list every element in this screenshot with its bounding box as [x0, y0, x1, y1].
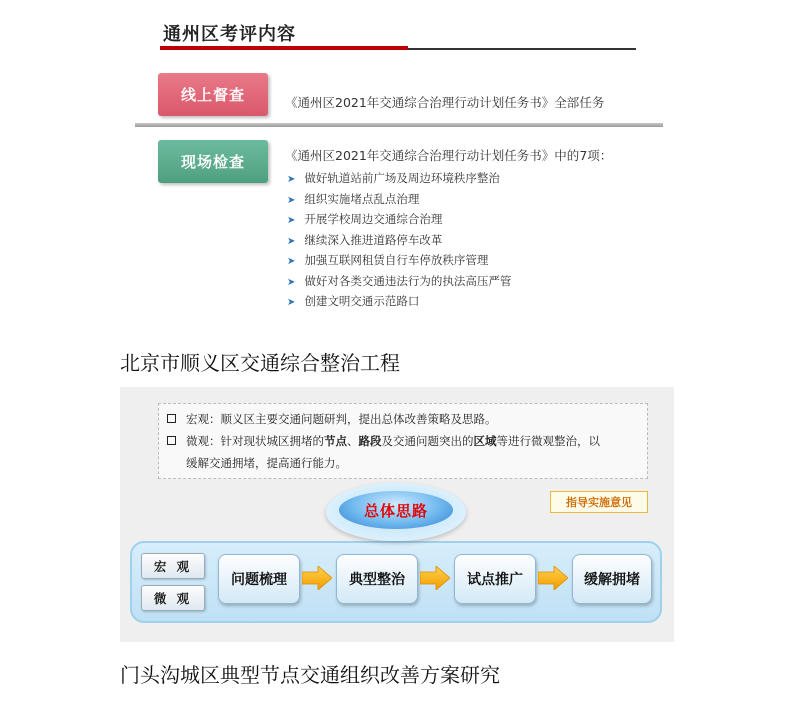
list-item: [287, 209, 511, 230]
arrow-bullet-icon: ➤: [287, 235, 296, 247]
list-item: [287, 271, 511, 292]
micro-sep: 、: [347, 434, 359, 448]
list-item-text: 创建文明交通示范路口: [304, 294, 420, 308]
step-relieve-congestion: 缓解拥堵: [572, 554, 652, 604]
list-item-text: 开展学校周边交通综合治理: [304, 212, 443, 226]
micro-text-d: 等进行微观整治，以: [496, 434, 600, 448]
arrow-bullet-icon: ➤: [287, 194, 296, 206]
slide-shunyi: [120, 387, 674, 642]
title-underline: [408, 48, 636, 50]
section-divider: [135, 123, 663, 127]
list-item: [287, 250, 511, 271]
micro-text-c: 及交通问题突出的: [381, 434, 474, 448]
list-item: [287, 291, 511, 312]
step-problem-review: 问题梳理: [218, 554, 300, 604]
list-item: [287, 168, 511, 189]
micro-text-line2: 缓解交通拥堵，提高通行能力。: [186, 456, 347, 470]
caption-mentougou: 门头沟城区典型节点交通组织改善方案研究: [120, 663, 500, 687]
list-item-text: 继续深入推进道路停车改革: [304, 232, 443, 247]
list-item-text: 做好对各类交通违法行为的执法高压严管: [304, 273, 512, 288]
micro-bold-node: 节点: [324, 434, 347, 448]
arrow-bullet-icon: ➤: [287, 215, 296, 226]
title-underline-accent: [160, 46, 408, 50]
slide-title: 通州区考评内容: [163, 24, 296, 45]
micro-bold-area: 区域: [473, 434, 497, 448]
level-macro: 宏 观: [141, 553, 205, 579]
micro-bold-segment: 路段: [358, 434, 382, 448]
macro-item: [167, 408, 497, 430]
step-typical-treatment: 典型整治: [336, 554, 418, 604]
arrow-bullet-icon: ➤: [287, 256, 296, 267]
step-pilot-promotion: 试点推广: [454, 554, 536, 604]
level-micro: 微 观: [141, 585, 205, 611]
caption-shunyi: 北京市顺义区交通综合整治工程: [120, 351, 400, 375]
square-bullet-icon: [167, 414, 176, 423]
arrow-bullet-icon: ➤: [287, 174, 296, 185]
onsite-intro: 《通州区2021年交通综合治理行动计划任务书》中的7项：: [285, 148, 613, 163]
list-item: [287, 189, 511, 210]
arrow-bullet-icon: ➤: [287, 297, 296, 308]
list-item-text: 做好轨道站前广场及周边环境秩序整治: [304, 171, 500, 185]
flow-panel: [130, 541, 662, 623]
micro-text-a: 微观：针对现状城区拥堵的: [186, 434, 324, 448]
onsite-task-list: [287, 168, 511, 312]
macro-text: 宏观：顺义区主要交通问题研判，提出总体改善策略及思路。: [186, 412, 497, 426]
slide-tongzhou: [135, 10, 663, 325]
online-inspection-tag: 线上督查: [158, 73, 268, 116]
arrow-bullet-icon: ➤: [287, 276, 296, 288]
overall-approach-ellipse: 总体思路: [339, 491, 453, 529]
square-bullet-icon: [167, 436, 176, 445]
list-item-text: 加强互联网租赁自行车停放秩序管理: [304, 253, 489, 267]
micro-item: [167, 430, 600, 474]
list-item: [287, 230, 511, 251]
online-inspection-text: 《通州区2021年交通综合治理行动计划任务书》全部任务: [285, 95, 605, 110]
list-item-text: 组织实施堵点乱点治理: [304, 191, 420, 206]
onsite-inspection-tag: 现场检查: [158, 140, 268, 183]
macro-micro-box: [158, 403, 648, 479]
guidance-badge: 指导实施意见: [550, 491, 648, 513]
